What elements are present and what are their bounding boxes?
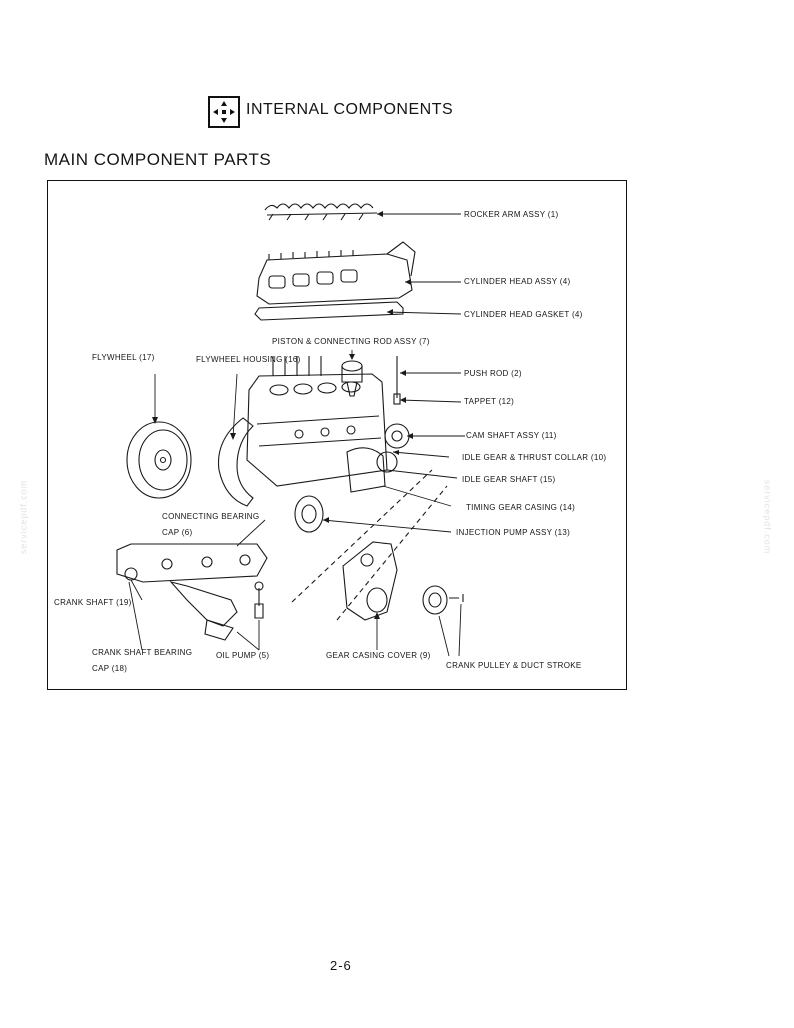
label-timing-gear-casing: TIMING GEAR CASING (14) bbox=[466, 503, 576, 512]
watermark-left: servicepdf.com bbox=[18, 479, 29, 555]
flywheel-housing-drawing bbox=[219, 418, 254, 506]
label-rocker-arm: ROCKER ARM ASSY (1) bbox=[464, 210, 559, 219]
label-connecting-bearing-cap: CONNECTING BEARING bbox=[162, 512, 260, 521]
page-number: 2-6 bbox=[330, 958, 352, 973]
cylinder-block-drawing bbox=[247, 356, 387, 486]
label-piston-rod: PISTON & CONNECTING ROD ASSY (7) bbox=[272, 337, 430, 346]
label-connecting-bearing-cap-2: CAP (6) bbox=[162, 528, 193, 537]
label-crank-shaft-bearing-cap-2: CAP (18) bbox=[92, 664, 128, 673]
gear-casing-cover-drawing bbox=[343, 542, 397, 620]
label-crank-shaft: CRANK SHAFT (19) bbox=[54, 598, 132, 607]
label-tappet: TAPPET (12) bbox=[464, 397, 515, 406]
label-cam-shaft: CAM SHAFT ASSY (11) bbox=[466, 431, 557, 440]
page-header-title: INTERNAL COMPONENTS bbox=[246, 101, 454, 118]
crank-shaft-drawing bbox=[117, 544, 267, 582]
label-crank-pulley: CRANK PULLEY & DUCT STROKE bbox=[446, 661, 582, 670]
label-oil-pump: OIL PUMP (5) bbox=[216, 651, 270, 660]
watermark-right: servicepdf.com bbox=[762, 479, 773, 555]
label-injection-pump: INJECTION PUMP ASSY (13) bbox=[456, 528, 571, 537]
label-cylinder-head-gasket: CYLINDER HEAD GASKET (4) bbox=[464, 310, 583, 319]
arrows-out-icon bbox=[210, 98, 238, 126]
disassembly-icon bbox=[208, 96, 240, 128]
arrowheads bbox=[152, 211, 413, 619]
leader-lines bbox=[129, 214, 465, 656]
label-flywheel: FLYWHEEL (17) bbox=[92, 353, 155, 362]
oil-pump-drawing bbox=[255, 582, 263, 618]
gasket-drawing bbox=[255, 302, 403, 320]
crank-pulley-drawing bbox=[423, 586, 463, 614]
label-push-rod: PUSH ROD (2) bbox=[464, 369, 522, 378]
section-title: MAIN COMPONENT PARTS bbox=[44, 150, 272, 169]
cylinder-head-drawing bbox=[257, 242, 415, 304]
label-idle-gear-shaft: IDLE GEAR SHAFT (15) bbox=[462, 475, 556, 484]
flywheel-drawing bbox=[127, 422, 191, 498]
label-cylinder-head: CYLINDER HEAD ASSY (4) bbox=[464, 277, 571, 286]
rocker-arm-drawing bbox=[265, 204, 377, 220]
label-idle-gear: IDLE GEAR & THRUST COLLAR (10) bbox=[462, 453, 607, 462]
timing-gear-drawing bbox=[347, 424, 409, 492]
label-gear-casing-cover: GEAR CASING COVER (9) bbox=[326, 651, 431, 660]
injection-pump-drawing bbox=[295, 496, 323, 532]
label-flywheel-housing: FLYWHEEL HOUSING (16) bbox=[196, 355, 301, 364]
push-rod-drawing bbox=[394, 356, 400, 404]
bearing-cap-drawing bbox=[171, 582, 237, 640]
label-crank-shaft-bearing-cap: CRANK SHAFT BEARING bbox=[92, 648, 193, 657]
